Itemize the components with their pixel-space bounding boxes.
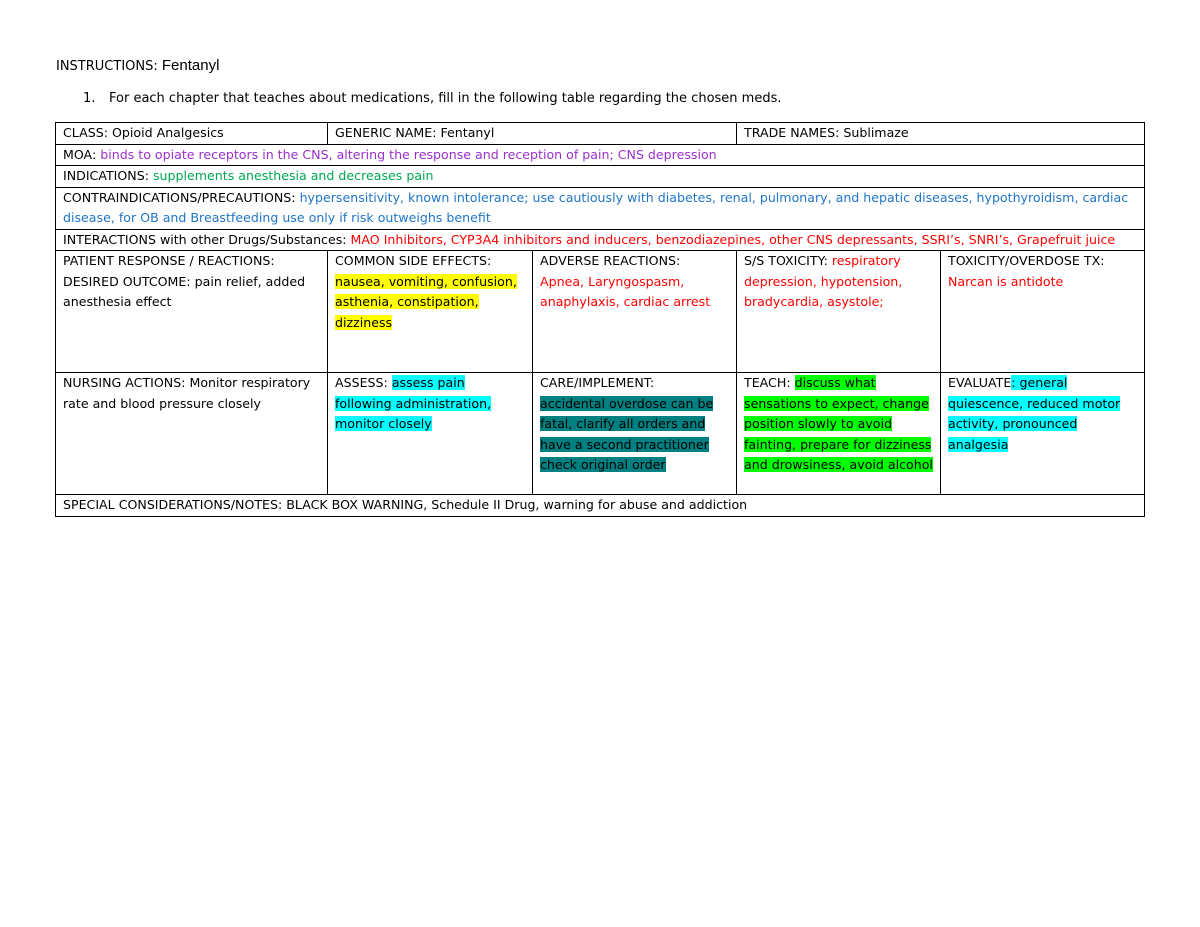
moa-label: MOA: (63, 146, 97, 162)
generic-name-cell (328, 123, 737, 145)
teach-cell (737, 373, 941, 495)
contraindications-row (56, 187, 1145, 229)
indications-row (56, 166, 1145, 188)
side-effects-label: COMMON SIDE EFFECTS: (335, 253, 492, 268)
indications-value: supplements anesthesia and decreases pain (152, 168, 434, 183)
desired-outcome-label: DESIRED OUTCOME: (63, 273, 191, 289)
reactions-row (56, 251, 1145, 373)
generic-label: GENERIC NAME: (335, 125, 437, 140)
class-row (56, 123, 1145, 145)
class-label: CLASS: (63, 125, 108, 140)
interactions-value: MAO Inhibitors, CYP3A4 inhibitors and inducers, benzodiazepines, other CNS depressants, SSRI’s, SNRI’s, Grapefruit juice (350, 231, 1116, 247)
adverse-label: ADVERSE REACTIONS: (540, 253, 681, 268)
evaluate-label: EVALUATE (948, 375, 1012, 390)
contraindications-label: CONTRAINDICATIONS/PRECAUTIONS: (63, 189, 296, 205)
side-effects-value: nausea, vomiting, confusion, asthenia, constipation, dizziness (335, 273, 517, 330)
class-value: Opioid Analgesics (111, 125, 224, 140)
instruction-list-item (83, 91, 781, 106)
list-number: 1. (83, 91, 96, 106)
special-row (56, 495, 1145, 517)
teach-label: TEACH: (744, 375, 791, 390)
moa-row (56, 144, 1145, 166)
special-value: BLACK BOX WARNING, Schedule II Drug, warning for abuse and addiction (286, 497, 748, 512)
adverse-value: Apnea, Laryngospasm, anaphylaxis, cardiac arrest (540, 273, 711, 309)
evaluate-value: : general quiescence, reduced motor activity, pronounced analgesia (948, 375, 1121, 452)
instructions-label: INSTRUCTIONS: (56, 59, 158, 74)
indications-label: INDICATIONS: (63, 168, 149, 183)
trade-label: TRADE NAMES: (744, 125, 840, 140)
interactions-row (56, 229, 1145, 251)
overdose-label: TOXICITY/OVERDOSE TX: (948, 253, 1105, 268)
patient-response-label: PATIENT RESPONSE / REACTIONS: (63, 253, 275, 268)
adverse-reactions-cell (533, 251, 737, 373)
medication-table (55, 122, 1145, 517)
care-implement-cell (533, 373, 737, 495)
toxicity-label: S/S TOXICITY: (744, 253, 828, 268)
class-cell (56, 123, 328, 145)
instructions-drug: Fentanyl (161, 57, 220, 74)
generic-value: Fentanyl (440, 125, 495, 140)
nursing-value: Monitor respiratory rate and blood pressure closely (63, 375, 311, 411)
teach-value: discuss what sensations to expect, change position slowly to avoid fainting, prepare for dizziness and drowsiness, avoid alcohol (744, 375, 933, 472)
interactions-cell (56, 229, 1145, 251)
special-considerations-cell (56, 495, 1145, 517)
patient-response-cell (56, 251, 328, 373)
toxicity-value: respiratory depression, hypotension, bradycardia, asystole; (744, 253, 903, 309)
interactions-label: INTERACTIONS with other Drugs/Substances: (63, 231, 347, 247)
nursing-label: NURSING ACTIONS: (63, 375, 186, 390)
desired-outcome-value: pain relief, added anesthesia effect (63, 273, 306, 309)
care-label: CARE/IMPLEMENT: (540, 375, 655, 390)
moa-value: binds to opiate receptors in the CNS, altering the response and reception of pain; CNS depression (100, 146, 717, 162)
nursing-actions-cell (56, 373, 328, 495)
overdose-cell (941, 251, 1145, 373)
assess-cell (328, 373, 533, 495)
trade-names-cell (737, 123, 1145, 145)
instructions-line (56, 57, 219, 74)
special-label: SPECIAL CONSIDERATIONS/NOTES: (63, 497, 283, 512)
contraindications-value: hypersensitivity, known intolerance; use cautiously with diabetes, renal, pulmonary, and hepatic diseases, hypothyroidism, cardiac disease, for OB and Breastfeeding use only if risk outweighs benefit (63, 189, 1129, 225)
toxicity-cell (737, 251, 941, 373)
nursing-row (56, 373, 1145, 495)
trade-value: Sublimaze (843, 125, 909, 140)
contraindications-cell (56, 187, 1145, 229)
assess-value: assess pain following administration, monitor closely (335, 375, 492, 431)
overdose-value: Narcan is antidote (948, 273, 1064, 289)
assess-label: ASSESS: (335, 375, 388, 390)
list-text: For each chapter that teaches about medications, fill in the following table regarding the chosen meds. (109, 91, 782, 106)
side-effects-cell (328, 251, 533, 373)
indications-cell (56, 166, 1145, 188)
moa-cell (56, 144, 1145, 166)
evaluate-cell (941, 373, 1145, 495)
care-value: accidental overdose can be fatal, clarify all orders and have a second practitioner check original order (540, 395, 714, 472)
